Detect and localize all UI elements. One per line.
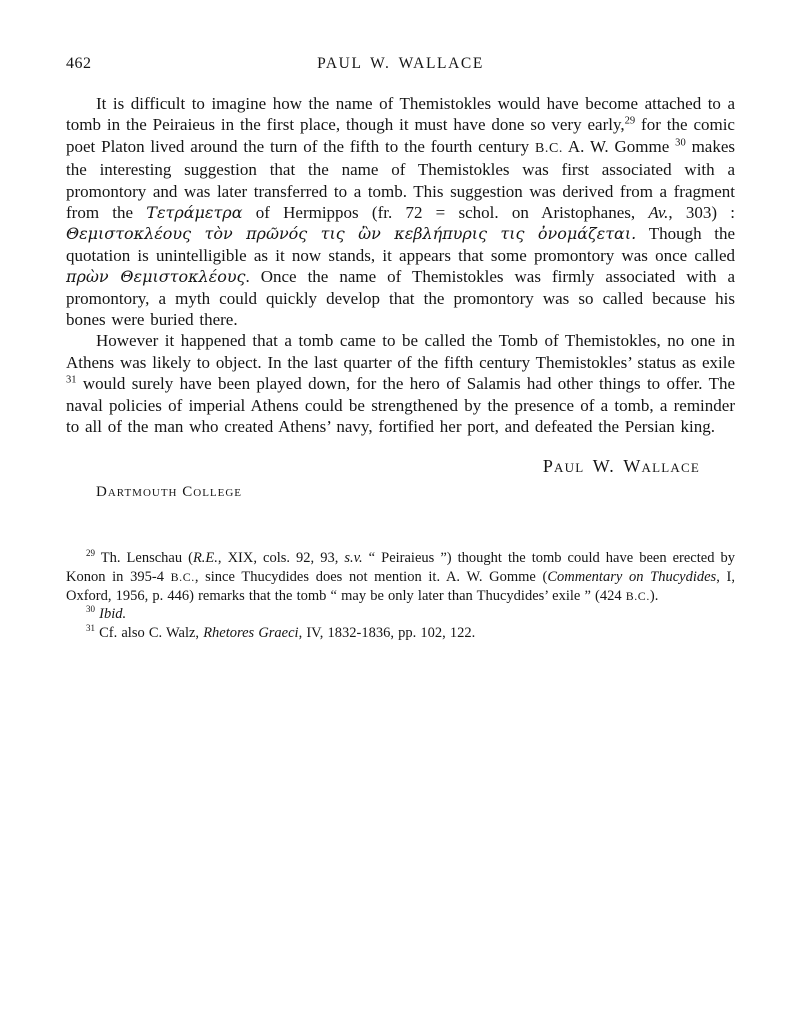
article-body	[66, 93, 735, 642]
running-header: PAUL W. WALLACE	[317, 55, 484, 72]
body-paragraph-2: However it happened that a tomb came to be called the Tomb of Themistokles, no one in Athens was likely to object. In the last quarter of the fifth century Themistokles’ status as exile $^{31}$ would surely have been played down, for the hero of Salamis had other things to offer. The naval policies of imperial Athens could be strengthened by the presence of a tomb, a reminder to all of the man who created Athens’ navy, fortified her port, and defeated the Persian king.	[66, 331, 735, 437]
footnote-31: $^{31}$ Cf. also C. Walz, Rhetores Graeci, IV, 1832-1836, pp. 102, 122.	[86, 622, 476, 641]
author-affiliation: Dartmouth College	[96, 483, 243, 500]
author-signature: Paul W. Wallace	[542, 455, 700, 476]
page-header	[66, 55, 735, 77]
body-paragraph-1: It is difficult to imagine how the name of Themistokles would have become attached to a tomb in the Peiraieus in the first place, though it must have done so very early,$^{29}$ for the comic poet Platon lived around the turn of the fifth to the fourth century B.C. A. W. Gomme $^{30}$ makes the interesting suggestion that the name of Themistokles was first associated with a promontory and was later transferred to a tomb. This suggestion was derived from a fragment from the Τετράμετρα of Hermippos (fr. 72 = schol. on Aristophanes, Av., 303) : Θεμιστοκλέους τὸν πρῶνός τις ὢν κεβλήπυρις τις ὀνομάζεται. Though the quotation is unintelligible as it now stands, it appears that some promontory was once called πρὼν Θεμιστοκλέους. Once the name of Themistokles was firmly associated with a promontory, a myth could quickly develop that the promontory was so called because his bones were buried there.	[66, 94, 735, 330]
footnotes-section	[66, 549, 735, 642]
footnote-29: $^{29}$ Th. Lenschau (R.E., XIX, cols. 92, 93, s.v. “ Peiraieus ”) thought the tomb could have been erected by Konon in 395-4 B.C., since Thucydides does not mention it. A. W. Gomme (Commentary on Thucydides, I, Oxford, 1956, p. 446) remarks that the tomb “ may be only later than Thucydides’ exile ” (424 B.C.).	[66, 548, 735, 604]
footnote-30: $^{30}$ Ibid.	[86, 604, 127, 623]
page-number: 462	[66, 55, 92, 72]
